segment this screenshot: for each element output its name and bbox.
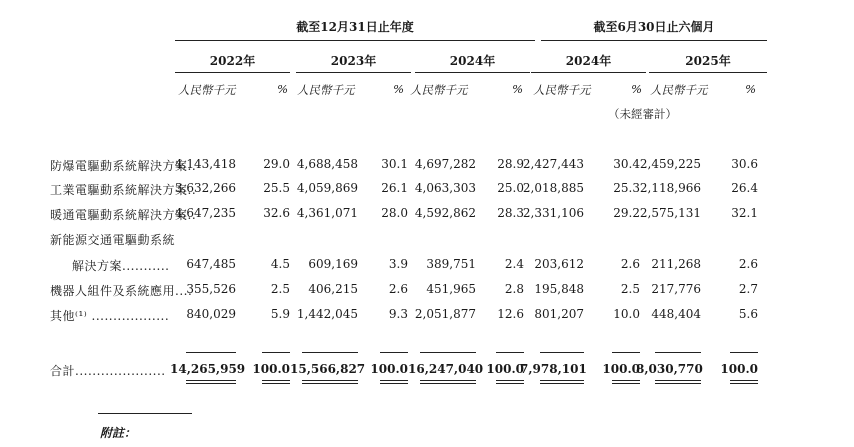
total-top-rule-4	[420, 352, 476, 353]
cell-hvac-2: 4,361,071	[296, 206, 358, 220]
total-top-rule-0	[186, 352, 236, 353]
total-double-rule-9	[730, 380, 758, 384]
cell-explosion-proof-1: 29.0	[263, 157, 290, 171]
cell-others-1: 5.9	[270, 307, 290, 321]
cell-new-energy-6: 203,612	[534, 257, 584, 271]
total-double-rule-5	[496, 380, 524, 384]
cell-explosion-proof-9: 30.6	[731, 157, 758, 171]
cell-robotics-3: 2.6	[388, 282, 408, 296]
cell-explosion-proof-0: 4,143,418	[174, 157, 236, 171]
unit-label-2025: 人民幣千元	[650, 83, 708, 97]
cell-robotics-0: 355,526	[186, 282, 236, 296]
footnote-rule	[98, 413, 192, 414]
cell-new-energy-5: 2.4	[504, 257, 524, 271]
unit-label-2023: 人民幣千元	[297, 83, 355, 97]
total-value-3: 100.0	[370, 362, 408, 376]
pct-label-2024-interim: %	[631, 82, 642, 96]
row-label-explosion-proof: 防爆電驅動系統解決方案..	[50, 159, 197, 173]
cell-industrial-2: 4,059,869	[296, 181, 358, 195]
cell-hvac-7: 29.2	[613, 206, 640, 220]
cell-others-2: 1,442,045	[296, 307, 358, 321]
total-value-6: 7,978,101	[520, 362, 587, 376]
year-header-2024: 2024年	[449, 54, 496, 68]
cell-hvac-6: 2,331,106	[522, 206, 584, 220]
pct-label-2024: %	[512, 82, 523, 96]
row-label-new-energy-title: 新能源交通電驅動系統	[50, 233, 176, 247]
total-value-2: 15,566,827	[290, 362, 366, 376]
cell-robotics-8: 217,776	[651, 282, 701, 296]
total-top-rule-8	[655, 352, 701, 353]
cell-others-6: 801,207	[534, 307, 584, 321]
cell-new-energy-0: 647,485	[186, 257, 236, 271]
total-double-rule-8	[655, 380, 701, 384]
cell-industrial-1: 25.5	[263, 181, 290, 195]
total-top-rule-9	[730, 352, 758, 353]
cell-robotics-4: 451,965	[426, 282, 476, 296]
row-label-robotics: 機器人組件及系統應用....	[50, 284, 193, 298]
year-header-2022: 2022年	[209, 54, 256, 68]
cell-robotics-1: 2.5	[270, 282, 290, 296]
total-double-rule-0	[186, 380, 236, 384]
row-label-industrial: 工業電驅動系統解決方案..	[50, 183, 197, 197]
cell-new-energy-2: 609,169	[308, 257, 358, 271]
cell-explosion-proof-4: 4,697,282	[414, 157, 476, 171]
cell-hvac-9: 32.1	[731, 206, 758, 220]
cell-new-energy-8: 211,268	[651, 257, 701, 271]
cell-others-9: 5.6	[738, 307, 758, 321]
cell-others-5: 12.6	[497, 307, 524, 321]
total-value-9: 100.0	[720, 362, 758, 376]
pct-label-2023: %	[393, 82, 404, 96]
total-top-rule-1	[262, 352, 290, 353]
cell-robotics-9: 2.7	[738, 282, 758, 296]
cell-hvac-3: 28.0	[381, 206, 408, 220]
year-rule-2024	[415, 72, 530, 73]
cell-new-energy-9: 2.6	[738, 257, 758, 271]
group-header-interim: 截至6月30日止六個月	[593, 20, 715, 34]
total-top-rule-7	[612, 352, 640, 353]
total-top-rule-2	[302, 352, 358, 353]
total-top-rule-3	[380, 352, 408, 353]
cell-robotics-2: 406,215	[308, 282, 358, 296]
total-double-rule-2	[302, 380, 358, 384]
cell-hvac-5: 28.3	[497, 206, 524, 220]
footnote-label: 附註：	[100, 426, 137, 440]
cell-new-energy-7: 2.6	[620, 257, 640, 271]
year-header-2023: 2023年	[330, 54, 377, 68]
cell-others-7: 10.0	[613, 307, 640, 321]
total-top-rule-5	[496, 352, 524, 353]
total-double-rule-7	[612, 380, 640, 384]
total-value-1: 100.0	[252, 362, 290, 376]
total-value-5: 100.0	[486, 362, 524, 376]
cell-new-energy-3: 3.9	[388, 257, 408, 271]
cell-new-energy-4: 389,751	[426, 257, 476, 271]
total-double-rule-1	[262, 380, 290, 384]
cell-explosion-proof-3: 30.1	[381, 157, 408, 171]
cell-hvac-1: 32.6	[263, 206, 290, 220]
cell-others-4: 2,051,877	[414, 307, 476, 321]
pct-label-2022: %	[277, 82, 288, 96]
cell-industrial-7: 25.3	[613, 181, 640, 195]
year-rule-2023	[296, 72, 411, 73]
unit-label-2022: 人民幣千元	[178, 83, 236, 97]
unaudited-note: （未經審計）	[608, 107, 677, 121]
cell-robotics-5: 2.8	[504, 282, 524, 296]
row-label-new-energy: 解決方案...........	[72, 259, 170, 273]
cell-robotics-6: 195,848	[534, 282, 584, 296]
cell-explosion-proof-5: 28.9	[497, 157, 524, 171]
total-double-rule-6	[540, 380, 584, 384]
year-header-2025: 2025年	[685, 54, 731, 68]
cell-hvac-4: 4,592,862	[414, 206, 476, 220]
cell-others-0: 840,029	[186, 307, 236, 321]
cell-explosion-proof-8: 2,459,225	[639, 157, 701, 171]
pct-label-2025: %	[745, 82, 756, 96]
unit-label-2024-interim: 人民幣千元	[533, 83, 591, 97]
cell-explosion-proof-6: 2,427,443	[522, 157, 584, 171]
cell-hvac-8: 2,575,131	[639, 206, 701, 220]
cell-industrial-4: 4,063,303	[414, 181, 476, 195]
cell-explosion-proof-2: 4,688,458	[296, 157, 358, 171]
cell-explosion-proof-7: 30.4	[613, 157, 640, 171]
total-top-rule-6	[540, 352, 584, 353]
unit-label-2024: 人民幣千元	[410, 83, 468, 97]
group-header-annual: 截至12月31日止年度	[296, 20, 414, 34]
total-label: 合計.....................	[50, 364, 166, 378]
cell-others-8: 448,404	[651, 307, 701, 321]
row-label-others: 其他⁽¹⁾ ..................	[50, 309, 170, 323]
cell-industrial-3: 26.1	[381, 181, 408, 195]
row-label-hvac: 暖通電驅動系統解決方案..	[50, 208, 197, 222]
year-rule-2025	[649, 72, 767, 73]
group-rule-annual	[175, 40, 535, 41]
total-value-8: 8,030,770	[636, 362, 703, 376]
cell-new-energy-1: 4.5	[270, 257, 290, 271]
cell-others-3: 9.3	[388, 307, 408, 321]
cell-robotics-7: 2.5	[620, 282, 640, 296]
cell-hvac-0: 4,647,235	[174, 206, 236, 220]
group-rule-interim	[541, 40, 767, 41]
year-rule-2024-interim	[531, 72, 646, 73]
year-rule-2022	[175, 72, 290, 73]
cell-industrial-5: 25.0	[497, 181, 524, 195]
cell-industrial-9: 26.4	[731, 181, 758, 195]
total-value-0: 14,265,959	[170, 362, 246, 376]
total-double-rule-4	[420, 380, 476, 384]
cell-industrial-8: 2,118,966	[639, 181, 701, 195]
cell-industrial-0: 3,632,266	[174, 181, 236, 195]
total-value-4: 16,247,040	[408, 362, 484, 376]
year-header-2024-interim: 2024年	[565, 54, 612, 68]
cell-industrial-6: 2,018,885	[522, 181, 584, 195]
total-double-rule-3	[380, 380, 408, 384]
total-value-7: 100.0	[602, 362, 640, 376]
